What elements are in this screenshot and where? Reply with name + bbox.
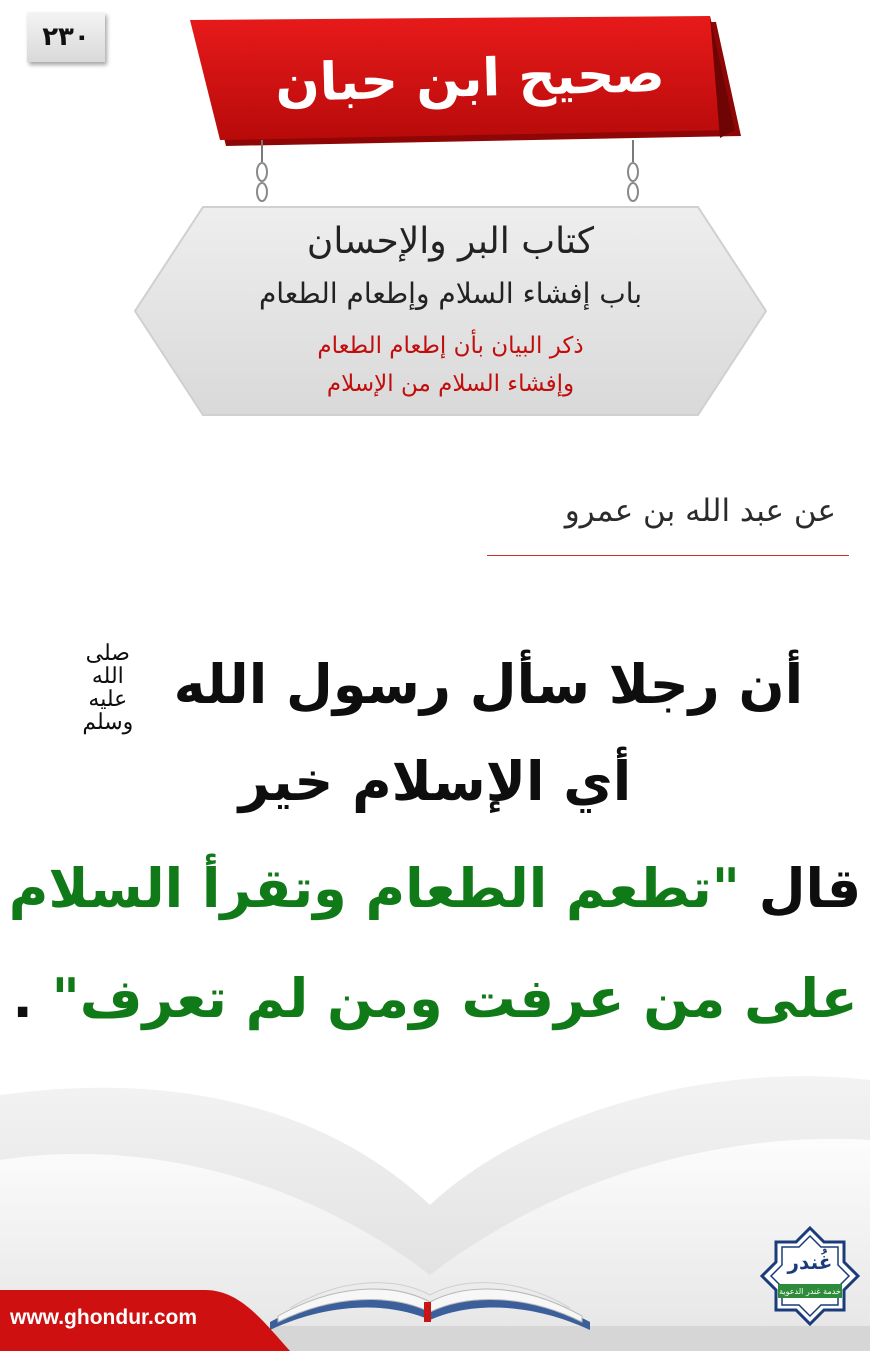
dhikr-line-1: ذكر البيان بأن إطعام الطعام — [317, 333, 584, 359]
hadith-line-1-text: أن رجلا سأل رسول الله — [173, 652, 804, 716]
salawat-text: صلى الله عليه وسلم — [82, 641, 134, 736]
title-banner — [190, 12, 745, 147]
page-number-tag: ٢٣٠ — [27, 12, 105, 62]
quote-part-2: على من عرفت ومن لم تعرف" — [51, 967, 858, 1030]
chapter-plaque — [133, 205, 768, 417]
logo-subtitle: خدمة غندر الدعوية — [779, 1287, 841, 1296]
hadith-line-1 — [0, 642, 870, 734]
hadith-line-3 — [0, 857, 870, 920]
right-chain — [626, 140, 640, 210]
narrator-text: عن عبد الله بن عمرو — [564, 493, 836, 529]
full-stop: . — [12, 967, 33, 1030]
hadith-line-4 — [0, 967, 870, 1030]
ghondur-logo — [760, 1226, 860, 1326]
narrator-divider — [487, 555, 849, 556]
quote-part-1: "تطعم الطعام وتقرأ السلام — [8, 857, 740, 920]
logo-name: غُندر — [787, 1250, 833, 1274]
website-footer — [0, 1290, 290, 1351]
left-chain — [255, 140, 269, 210]
kitab-title: كتاب البر والإحسان — [306, 221, 595, 262]
bab-title: باب إفشاء السلام وإطعام الطعام — [258, 277, 643, 310]
hadith-line-2: أي الإسلام خير — [238, 750, 632, 813]
logo-star-icon — [760, 1226, 860, 1326]
website-url[interactable]: www.ghondur.com — [10, 1306, 198, 1329]
book-title: صحيح ابن حبان — [274, 43, 666, 115]
qala-text: قال — [758, 857, 862, 920]
dhikr-line-2: وإفشاء السلام من الإسلام — [326, 371, 575, 397]
